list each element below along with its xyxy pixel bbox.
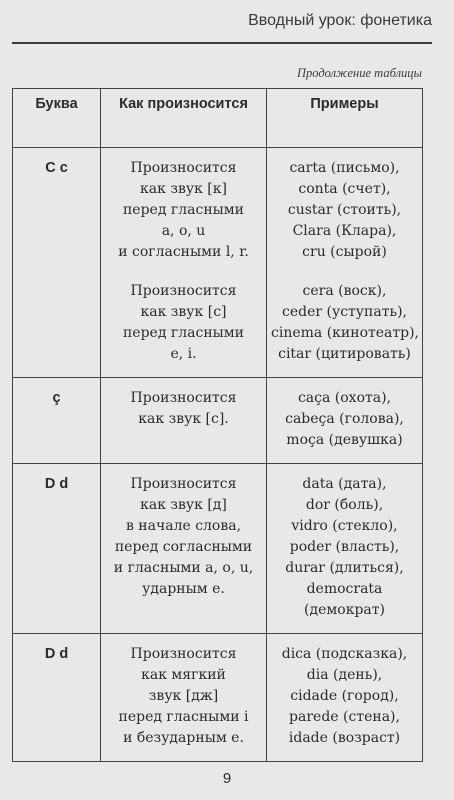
example-line: parede (стена),	[289, 709, 400, 725]
examples-cell	[267, 464, 423, 634]
header-rule	[12, 42, 432, 44]
rule-line: e, i.	[170, 346, 197, 362]
example-line: custar (стоить),	[287, 202, 402, 218]
pronunciation-cell	[101, 634, 267, 762]
example-line: cru (сырой)	[302, 244, 387, 260]
example-line: poder (власть),	[289, 539, 400, 555]
example-line: dica (подсказка),	[281, 646, 408, 662]
rule-line: Произносится	[130, 646, 237, 662]
rule-line: в начале слова,	[125, 518, 242, 534]
example-line: cera (воск),	[302, 283, 387, 299]
pronunciation-cell	[101, 378, 267, 464]
letter-cell: D d	[13, 634, 101, 762]
table-header-row	[13, 89, 423, 148]
rule-line: как звук [с].	[138, 411, 229, 427]
rule-line: Произносится	[130, 390, 237, 406]
rule-line: звук [дж]	[148, 688, 219, 704]
rule-line: как мягкий	[141, 667, 226, 683]
rule-line: Произносится	[130, 283, 237, 299]
example-line: data (дата),	[302, 476, 387, 492]
examples-cell	[267, 148, 423, 378]
example-line: dor (боль),	[305, 497, 384, 513]
pronunciation-cell	[101, 148, 267, 378]
column-header-letter: Буква	[13, 89, 101, 148]
rule-line: ударным e.	[142, 581, 225, 597]
table-row	[13, 378, 423, 464]
example-line: conta (счет),	[298, 181, 391, 197]
rule-line: и гласными a, o, u,	[113, 560, 254, 576]
example-line: Clara (Клара),	[292, 223, 397, 239]
example-line: cabeça (голова),	[285, 411, 404, 427]
example-line: ceder (уступать),	[282, 304, 407, 320]
rule-line: перед согласными	[114, 539, 253, 555]
rule-line: Произносится	[130, 476, 237, 492]
examples-cell	[267, 378, 423, 464]
example-line: vidro (стекло),	[291, 518, 398, 534]
example-line: idade (возраст)	[288, 730, 401, 746]
rule-line: перед гласными	[122, 202, 245, 218]
pronunciation-cell	[101, 464, 267, 634]
example-line: cinema (кинотеатр),	[271, 325, 419, 341]
rule-line: как звук [д]	[140, 497, 227, 513]
table-row	[13, 634, 423, 762]
letter-cell: ç	[13, 378, 101, 464]
rule-line: и безударным e.	[123, 730, 244, 746]
rule-line: как звук [с]	[140, 304, 227, 320]
rule-line: перед гласными i	[118, 709, 249, 725]
letter-cell: D d	[13, 464, 101, 634]
page-number: 9	[222, 770, 232, 787]
example-line: democrata	[306, 581, 383, 597]
table-continued-label: Продолжение таблицы	[296, 66, 422, 80]
table-row	[13, 148, 423, 378]
example-line: (демократ)	[304, 602, 385, 618]
rule-line: как звук [к]	[140, 181, 227, 197]
letter-cell: C c	[13, 148, 101, 378]
rule-line: и согласными l, r.	[118, 244, 249, 260]
column-header-examples: Примеры	[267, 89, 423, 148]
rule-line: Произносится	[130, 160, 237, 176]
examples-cell	[267, 634, 423, 762]
rule-line: a, o, u	[161, 223, 206, 239]
example-line: moça (девушка)	[286, 432, 403, 448]
phonetics-table	[12, 88, 423, 762]
rule-line: перед гласными	[122, 325, 245, 341]
running-header: Вводный урок: фонетика	[248, 12, 432, 29]
example-line: durar (длиться),	[285, 560, 404, 576]
table-row	[13, 464, 423, 634]
example-line: carta (письмо),	[289, 160, 400, 176]
column-header-pronunciation: Как произносится	[101, 89, 267, 148]
example-line: caça (охота),	[297, 390, 392, 406]
example-line: citar (цитировать)	[278, 346, 411, 362]
example-line: dia (день),	[306, 667, 383, 683]
example-line: cidade (город),	[290, 688, 399, 704]
